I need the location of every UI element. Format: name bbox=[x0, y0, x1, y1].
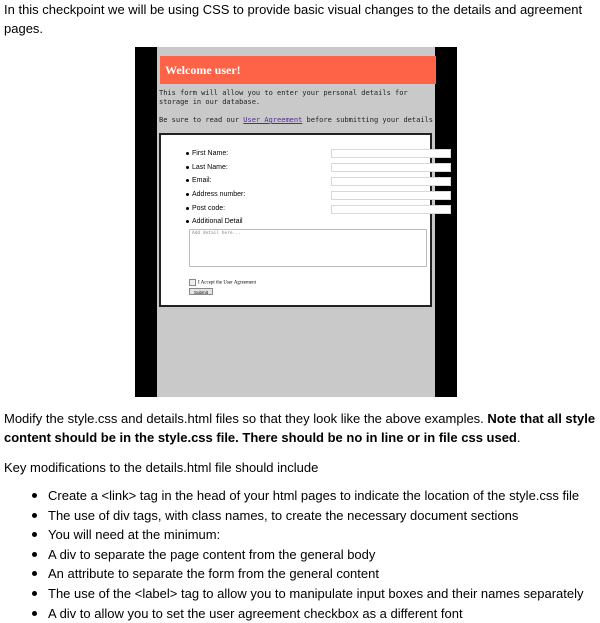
field-address-number: Address number: bbox=[186, 190, 245, 204]
field-first-name: First Name: bbox=[186, 149, 245, 163]
field-post-code: Post code: bbox=[186, 204, 245, 218]
additional-detail-textarea[interactable]: Add detail here... bbox=[189, 229, 427, 267]
agreement-row bbox=[189, 279, 256, 288]
example-screenshot bbox=[135, 47, 457, 397]
task-item: A div to allow you to set the user agreement checkbox as a different font bbox=[0, 604, 584, 623]
field-list bbox=[186, 149, 245, 231]
task-item: You will need at the minimum: bbox=[0, 525, 584, 545]
reminder-before: Be sure to read our bbox=[159, 116, 240, 124]
task-item: The use of div tags, with class names, to create the necessary document sections bbox=[0, 506, 584, 526]
modify-instructions bbox=[4, 409, 596, 447]
task-item: Create a <link> tag in the head of your html pages to indicate the location of the style.css file bbox=[0, 486, 584, 506]
field-email: Email: bbox=[186, 176, 245, 190]
details-form bbox=[159, 133, 432, 307]
first-name-input[interactable] bbox=[331, 149, 451, 158]
task-item: A div to separate the page content from the general body bbox=[0, 545, 584, 565]
submit-button[interactable]: Submit bbox=[189, 288, 213, 295]
email-input[interactable] bbox=[331, 177, 451, 186]
reminder-after: before submitting your details bbox=[306, 116, 433, 124]
modify-text: Modify the style.css and details.html files so that they look like the above examples. bbox=[4, 411, 484, 426]
address-number-input[interactable] bbox=[331, 191, 451, 200]
agree-checkbox[interactable] bbox=[189, 279, 196, 286]
post-code-input[interactable] bbox=[331, 205, 451, 214]
key-modifications-heading: Key modifications to the details.html file should include bbox=[4, 460, 319, 475]
form-description: This form will allow you to enter your personal details for storage in our database. bbox=[159, 89, 408, 106]
agree-label: I Accept the User Agreement bbox=[198, 280, 257, 286]
task-list bbox=[0, 486, 584, 623]
agreement-reminder bbox=[159, 116, 435, 125]
page-content bbox=[159, 89, 435, 125]
intro-text: In this checkpoint we will be using CSS to provide basic visual changes to the details and agreement pages. bbox=[4, 2, 583, 36]
user-agreement-link[interactable]: User Agreement bbox=[243, 116, 303, 124]
task-item: The use of the <label> tag to allow you to manipulate input boxes and their names separately bbox=[0, 584, 584, 604]
modify-end: . bbox=[516, 430, 521, 445]
field-last-name: Last Name: bbox=[186, 163, 245, 177]
modify-note: Note that all style content should be in the style.css file. There should be no in line or in file css used bbox=[4, 411, 596, 445]
welcome-header: Welcome user! bbox=[160, 56, 436, 84]
field-additional-detail: Additional Detail bbox=[186, 217, 245, 231]
last-name-input[interactable] bbox=[331, 163, 451, 172]
task-item: An attribute to separate the form from the general content bbox=[0, 564, 584, 584]
